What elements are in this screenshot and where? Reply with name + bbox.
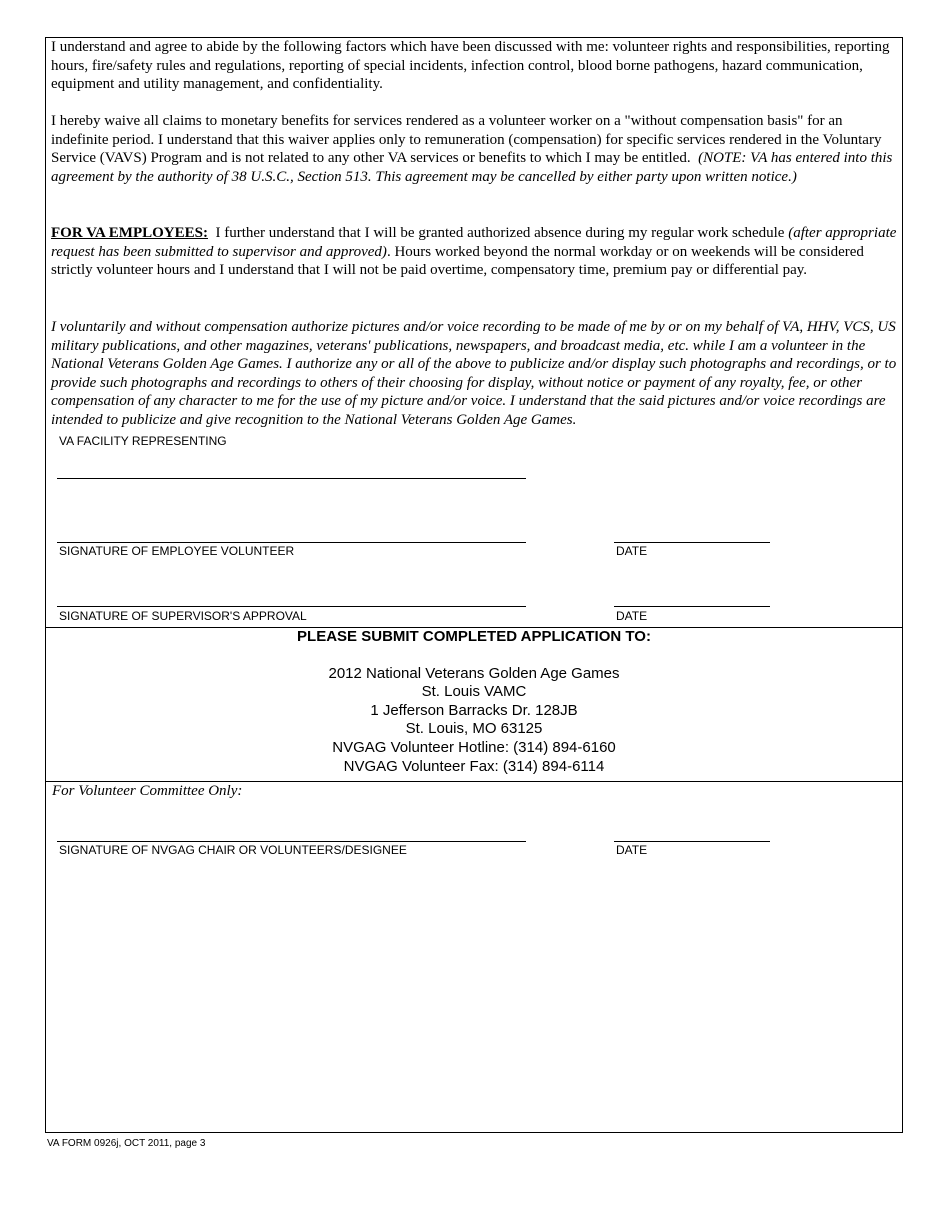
- submit-address-block: [45, 628, 903, 776]
- chair-signature-line[interactable]: [57, 841, 526, 842]
- form-frame: [45, 37, 903, 1133]
- media-consent-text: I voluntarily and without compensation authorize pictures and/or voice recording to be made of me by or on my behalf of VA, HHV, VCS, US military publications, and other magazines, veterans' publications, newspapers, and broadcast media, etc. while I am a volunteer in the National Veterans Golden Age Games. I authorize any or all of the above to publicize and/or display such photographs and recordings, or to provide such photographs and recordings to others of their choosing for display, without notice or payment of any royalty, fee, or other compensation of any character to me for the use of my picture and/or voice. I understand that the said pictures and/or voice recordings are intended to publicize and give recognition to the National Veterans Golden Age Games.: [51, 319, 897, 428]
- facility-input-line[interactable]: [57, 478, 526, 479]
- supervisor-date-line[interactable]: [614, 606, 770, 607]
- waiver-text: I hereby waive all claims to monetary benefits for services rendered as a volunteer worker on a "without compensation basis" for an indefinite period. I understand that this waiver applies only to remuneration (compensation) for specific services rendered in the Voluntary Service (VAVS) Program and is not related to any other VA services or benefits to which I may be entitled.: [51, 113, 882, 167]
- submit-title: PLEASE SUBMIT COMPLETED APPLICATION TO:: [297, 628, 651, 645]
- supervisor-signature-label: SIGNATURE OF SUPERVISOR'S APPROVAL: [59, 609, 307, 623]
- employees-paragraph: [51, 224, 899, 280]
- chair-date-line[interactable]: [614, 841, 770, 842]
- employee-signature-label: SIGNATURE OF EMPLOYEE VOLUNTEER: [59, 544, 295, 558]
- chair-signature-label: SIGNATURE OF NVGAG CHAIR OR VOLUNTEERS/DESIGNEE: [59, 843, 407, 857]
- employees-text-2: . Hours worked beyond the normal workday or on weekends will be considered strictly volunteer hours and I understand that I will not be paid overtime, compensatory time, premium pay or differential pay.: [51, 243, 864, 279]
- supervisor-date-label: DATE: [616, 609, 648, 623]
- submit-street: 1 Jefferson Barracks Dr. 128JB: [370, 701, 578, 719]
- submit-event: 2012 National Veterans Golden Age Games: [328, 664, 620, 682]
- submit-fax: NVGAG Volunteer Fax: (314) 894-6114: [343, 757, 605, 775]
- form-footer: VA FORM 0926j, OCT 2011, page 3: [47, 1138, 206, 1149]
- responsibilities-paragraph: [51, 38, 899, 94]
- media-consent-paragraph: [51, 318, 899, 430]
- employee-signature-line[interactable]: [57, 542, 526, 543]
- employees-text-italic: (after appropriate request has been submitted to supervisor and approved): [51, 225, 897, 260]
- submit-facility: St. Louis VAMC: [421, 683, 527, 701]
- employee-date-label: DATE: [616, 544, 648, 558]
- supervisor-signature-line[interactable]: [57, 606, 526, 607]
- submit-hotline: NVGAG Volunteer Hotline: (314) 894-6160: [332, 738, 616, 756]
- employees-text-1: I further understand that I will be granted authorized absence during my regular work schedule: [215, 225, 785, 241]
- facility-label: VA FACILITY REPRESENTING: [59, 434, 227, 448]
- employee-date-line[interactable]: [614, 542, 770, 543]
- submit-city: St. Louis, MO 63125: [405, 720, 543, 738]
- committee-heading: For Volunteer Committee Only:: [52, 783, 243, 799]
- responsibilities-text: I understand and agree to abide by the following factors which have been discussed with me: volunteer rights and responsibilities, reporting hours, fire/safety rules and regulations, reporting of special incidents, infection control, blood borne pathogens, hazard communication, equipment and utility management, and confidentiality.: [51, 39, 890, 93]
- employees-heading: FOR VA EMPLOYEES:: [51, 225, 208, 241]
- waiver-note: (NOTE: VA has entered into this agreement by the authority of 38 U.S.C., Section 513. This agreement may be cancelled by either party upon written notice.): [51, 150, 893, 185]
- chair-date-label: DATE: [616, 843, 648, 857]
- waiver-paragraph: [51, 112, 899, 186]
